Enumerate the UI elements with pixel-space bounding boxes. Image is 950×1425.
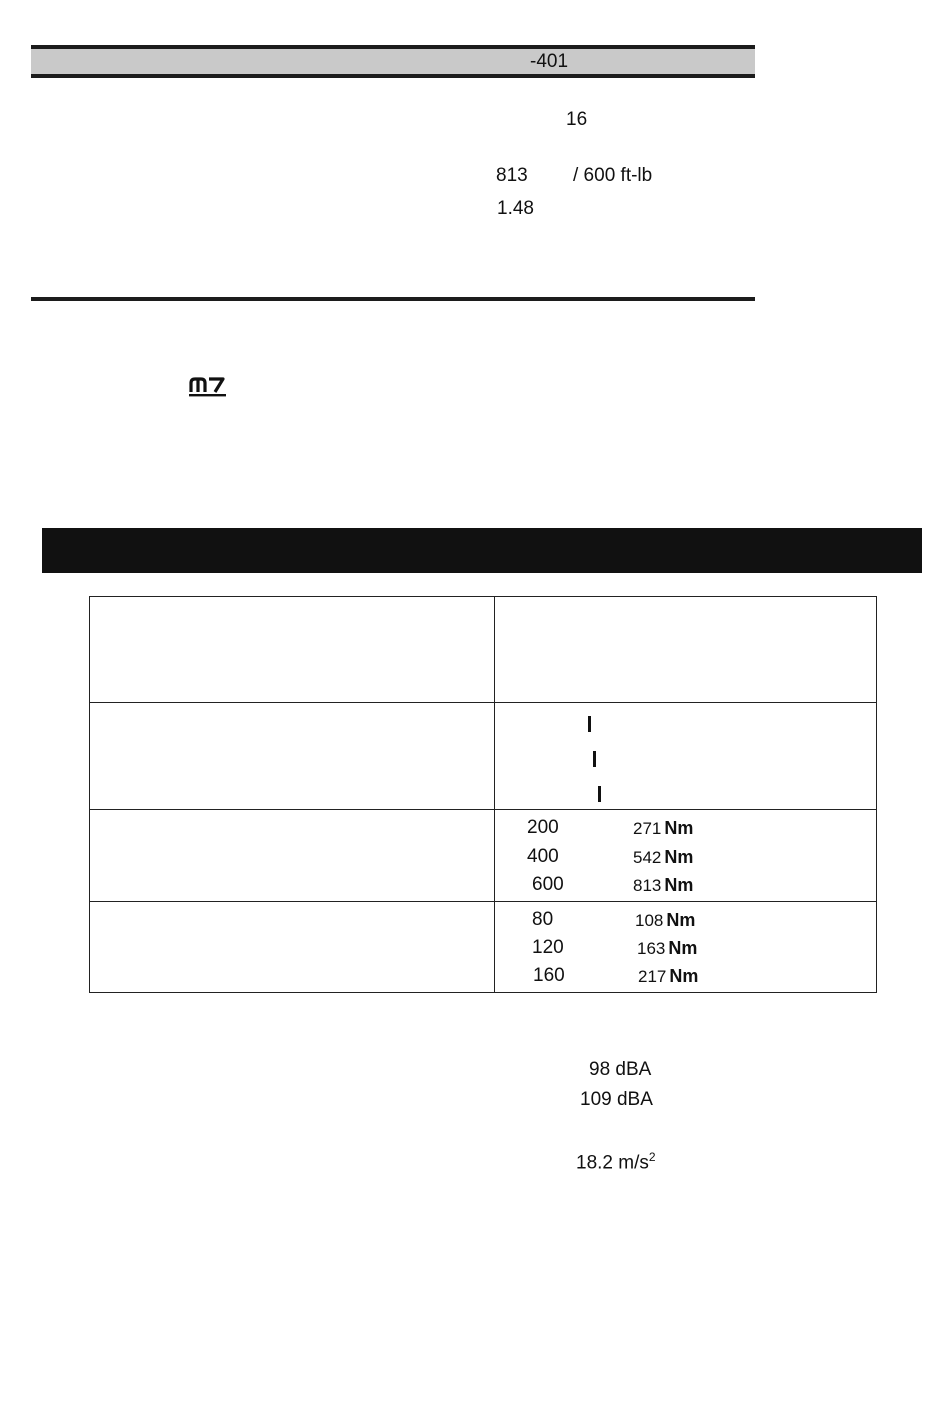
table-row <box>90 597 877 703</box>
table-header-left <box>90 597 495 703</box>
table-row <box>90 810 877 902</box>
ftlb-value: 200 <box>527 817 559 838</box>
ftlb-value: 120 <box>532 937 564 958</box>
ftlb-value: 600 <box>532 874 564 895</box>
setting-mark-3 <box>598 786 601 802</box>
model-header-band <box>31 49 755 78</box>
setting-label-cell <box>90 703 495 810</box>
model-number: -401 <box>530 51 569 72</box>
nm-value: 108 Nm <box>635 910 696 930</box>
torque-settings-table <box>89 596 877 993</box>
nm-value: 163 Nm <box>637 938 698 958</box>
ftlb-value: 400 <box>527 846 559 867</box>
table-header-right <box>495 597 877 703</box>
forward-values-cell <box>495 810 877 902</box>
reverse-values-cell <box>495 902 877 993</box>
sound-pressure-value: 98 dBA <box>589 1059 652 1080</box>
setting-mark-1 <box>588 716 591 732</box>
spec-value-1: 16 <box>566 109 588 130</box>
nm-value: 542 Nm <box>633 847 694 867</box>
spec-bottom-rule <box>31 297 755 301</box>
sound-power-value: 109 dBA <box>580 1089 653 1110</box>
table-row <box>90 703 877 810</box>
setting-mark-2 <box>593 751 596 767</box>
nm-value: 813 Nm <box>633 875 694 895</box>
nm-value: 217 Nm <box>638 966 699 986</box>
nm-value: 271 Nm <box>633 818 694 838</box>
ftlb-value: 160 <box>533 965 565 986</box>
reverse-label-cell <box>90 902 495 993</box>
vibration-value: 18.2 $m/s^2$ <box>576 1150 656 1174</box>
m7-logo-icon <box>187 374 229 398</box>
spec-block <box>31 45 755 303</box>
section-header-band <box>42 528 922 573</box>
setting-marks-cell <box>495 703 877 810</box>
spec-torque-nm: 813 <box>496 165 528 186</box>
table-row <box>90 902 877 993</box>
spec-value-3: 1.48 <box>497 198 534 219</box>
forward-label-cell <box>90 810 495 902</box>
ftlb-value: 80 <box>532 909 554 930</box>
spec-torque-ftlb: / 600 ft-lb <box>573 165 653 186</box>
